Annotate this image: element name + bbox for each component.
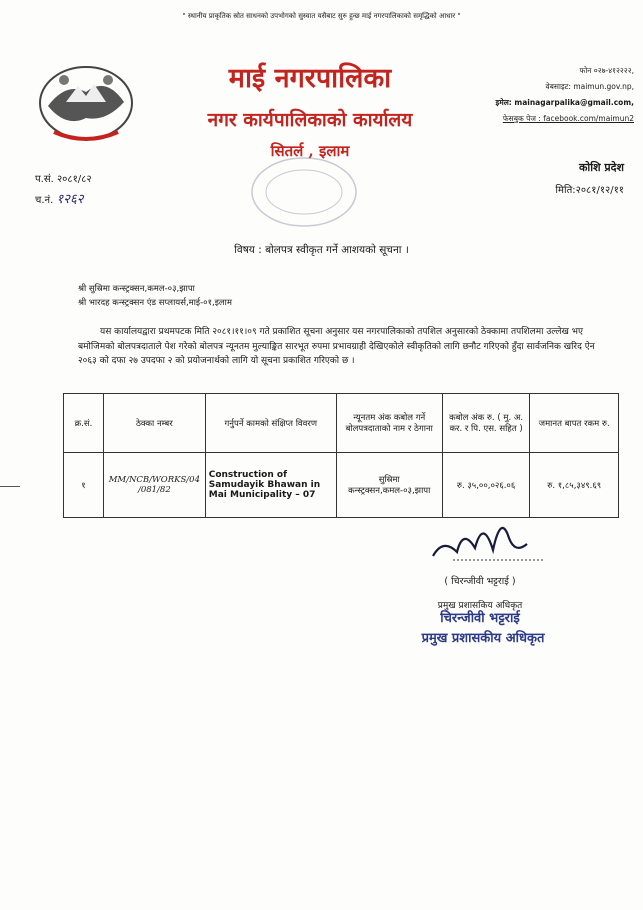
chalani-label: च.नं. (35, 195, 54, 206)
patra-sankhya: प.सं. २०८१/८२ (35, 174, 92, 185)
office-stamp (248, 155, 360, 230)
recipient-item: श्री सुस्रिमा कन्स्ट्रक्सन,कमल-०३,झापा (78, 284, 195, 294)
cell-description: Construction of Samudayik Bhawan in Mai Municipality – 07 (205, 453, 336, 518)
office-location: सितर्ल , इलाम (270, 142, 350, 160)
contact-facebook: फेसबुक पेज : facebook.com/maimun2 (502, 114, 634, 123)
header-bid-amount: कबोल अंक रु. ( मु. अ. कर. र पि. एस. सहित ) (442, 394, 530, 453)
header-contract-no: ठेक्का नम्बर (103, 394, 205, 453)
header-security: जमानत बापत रकम रु. (530, 394, 619, 453)
signatory-title: प्रमुख प्रशासकिय अधिकृत (437, 601, 523, 611)
margin-mark (0, 486, 20, 487)
cell-contract-no: MM/NCB/WORKS/04 /081/82 (103, 453, 205, 518)
recipients-list (78, 282, 232, 310)
contact-email: इमेल: mainagarpalika@gmail.com, (495, 98, 634, 107)
bid-table (63, 393, 619, 518)
letter-date: मिति:२०८१/१२/११ (555, 185, 624, 196)
contact-website: वेबसाइट: maimun.gov.np, (545, 82, 634, 91)
province: कोशि प्रदेश (578, 161, 624, 174)
chalani-row (35, 190, 92, 211)
reference-block (35, 170, 92, 211)
cell-bid-amount: रु. ३५,००,०२६.०६ (442, 453, 530, 518)
signatory-stamp-title: प्रमुख प्रशासकीय अधिकृत (421, 631, 545, 646)
cell-security: रु. १,८५,३४९.६९ (530, 453, 619, 518)
subject-line: विषय : बोलपत्र स्वीकृत गर्ने आशयको सूचना । (234, 244, 409, 256)
table-header-row (64, 394, 619, 453)
cell-bidder: सुस्रिमा कन्स्ट्रक्सन,कमल-०३,झापा (336, 453, 442, 518)
handwritten-signature (423, 508, 553, 573)
office-name: माई नगरपालिका (228, 63, 392, 94)
cell-sn: १ (64, 453, 104, 518)
body-paragraph: यस कार्यालयद्वारा प्रथमपटक मिति २०८१।११।०९ गते प्रकाशित सूचना अनुसार यस नगरपालिकाको तपशिल अनुसारको ठेक्कामा तपशिलमा उल्लेख भए बमोजिमको बोलपत्रदाताले पेश गरेको बोलपत्र न्यूनतम मुल्याङ्कित सारभूत रुपमा प्रभावग्राही देखिएकोले स्वीकृतिको लागि छनौट गरिएको हुँदा सार्वजनिक खरिद ऐन २०६३ को दफा २७ उपदफा २ को प्रयोजनार्थको लागि यो सूचना प्रकाशित गरिएको छ । (78, 327, 595, 366)
header-bidder: न्यूनतम अंक कबोल गर्ने बोलपत्रदाताको नाम र ठेगाना (336, 394, 442, 453)
chalani-number: १२६२ (56, 192, 84, 207)
recipient-item: श्री भारदह कन्स्ट्रक्सन एंड सप्लायर्स,माई-०१,इलाम (78, 298, 232, 308)
contact-block (484, 63, 634, 127)
contact-phone: फोन ०२७-४१२२२२, (579, 66, 634, 75)
office-subtitle: नगर कार्यपालिकाको कार्यालय (207, 109, 413, 131)
signatory-stamp-name: चिरन्जीवी भट्टराई (440, 611, 520, 626)
signatory-name: ( चिरन्जीवी भट्टराई ) (444, 576, 516, 587)
nepal-emblem-logo (36, 62, 136, 144)
motto: " स्थानीय प्राकृतिक स्रोत साधनको उपभोगको सुस्वात यसैबाट सुरु हुन्छ माई नगरपालिकाको समृद्धिको आधार " (182, 12, 461, 20)
header-sn: क्र.सं. (64, 394, 104, 453)
header-description: गर्नुपर्ने कामको संक्षिप्त विवरण (205, 394, 336, 453)
